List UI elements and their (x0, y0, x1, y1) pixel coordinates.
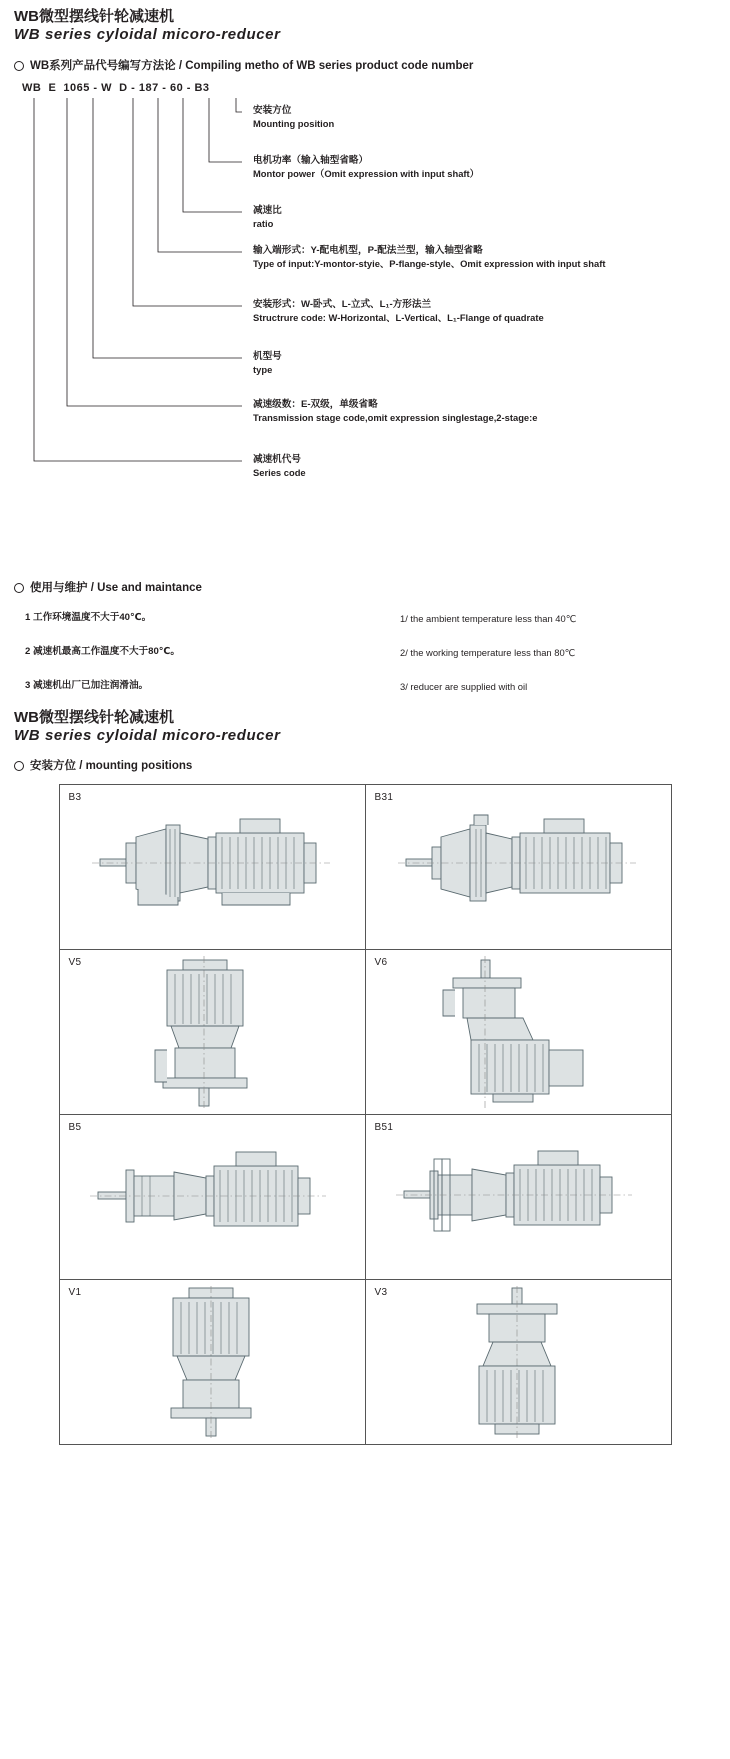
page-title-en: WB series cyloidal micoro-reducer (14, 26, 281, 43)
section-heading-code-number (14, 59, 473, 73)
gearbox-v5-icon (60, 950, 365, 1114)
gearbox-b51-icon (366, 1115, 671, 1279)
page-title-secondary (14, 709, 281, 745)
legend-type: 机型号 type (253, 351, 282, 375)
table-row (59, 1115, 671, 1280)
legend-stage-code: 减速级数：E-双级，单级省略 Transmission stage code,omit expression singlestage,2-stage:e (253, 399, 538, 423)
cell-label: B31 (374, 792, 394, 803)
table-row (59, 785, 671, 950)
gearbox-b5-icon (60, 1115, 365, 1279)
section-heading-code-number-label: WB系列产品代号编写方法论 / Compiling metho of WB series product code number (30, 60, 474, 72)
maint-item-cn-1: 1 工作环境温度不大于40℃。 (25, 612, 152, 623)
mounting-positions-table (59, 784, 672, 1445)
gearbox-v6-icon (366, 950, 671, 1114)
cell-label: V1 (68, 1287, 82, 1298)
maint-item-en-1: 1/ the ambient temperature less than 40℃ (400, 613, 577, 624)
section-heading-maintenance-label: 使用与维护 / Use and maintance (30, 582, 202, 594)
cell-label: B5 (68, 1122, 82, 1133)
section-heading-mounting-positions (14, 759, 192, 773)
maint-item-cn-2: 2 减速机最高工作温度不大于80℃。 (25, 646, 181, 657)
mounting-cell-v6 (365, 950, 671, 1115)
maint-item-cn-3: 3 减速机出厂已加注润滑油。 (25, 680, 149, 691)
bullet-icon (14, 761, 24, 771)
cell-label: B51 (374, 1122, 394, 1133)
maint-item-en-3: 3/ reducer are supplied with oil (400, 681, 528, 692)
mounting-positions-table-wrap (0, 784, 730, 1445)
table-row (59, 950, 671, 1115)
bullet-icon (14, 61, 24, 71)
mounting-cell-v5 (59, 950, 365, 1115)
legend-input-type: 输入端形式：Y-配电机型，P-配法兰型，输入轴型省略 Type of input:Y-montor-styie、P-flange-style、Omit expression with input shaft (253, 245, 606, 269)
cell-label: V5 (68, 957, 82, 968)
cell-label: V6 (374, 957, 388, 968)
cell-label: B3 (68, 792, 82, 803)
page-title-cn: WB微型摆线针轮减速机 (14, 8, 174, 25)
page-title-secondary-en: WB series cyloidal micoro-reducer (14, 727, 281, 744)
legend-structure-code: 安装形式：W-卧式、L-立式、L₁-方形法兰 Structrure code: W-Horizontal、L-Vertical、L₁-Flange of quadrate (253, 299, 544, 323)
section-heading-mounting-positions-label: 安装方位 / mounting positions (30, 760, 193, 772)
table-row (59, 1280, 671, 1445)
legend-mounting-position: 安装方位 Mounting position (253, 105, 335, 129)
mounting-cell-v3 (365, 1280, 671, 1445)
page-title-secondary-cn: WB微型摆线针轮减速机 (14, 709, 174, 726)
mounting-cell-b3 (59, 785, 365, 950)
gearbox-v3-icon (366, 1280, 671, 1444)
mounting-cell-b51 (365, 1115, 671, 1280)
page-title (14, 8, 281, 44)
cell-label: V3 (374, 1287, 388, 1298)
gearbox-v1-icon (60, 1280, 365, 1444)
product-code-string: WB E 1065 - W D - 187 - 60 - B3 (22, 82, 210, 94)
legend-ratio: 减速比 ratio (253, 205, 282, 229)
gearbox-b31-icon (366, 785, 671, 949)
legend-series-code: 减速机代号 Series code (253, 454, 306, 478)
mounting-cell-b5 (59, 1115, 365, 1280)
gearbox-b3-icon (60, 785, 365, 949)
mounting-cell-b31 (365, 785, 671, 950)
maint-item-en-2: 2/ the working temperature less than 80℃ (400, 647, 576, 658)
mounting-cell-v1 (59, 1280, 365, 1445)
legend-motor-power: 电机功率（输入轴型省略） Montor power（Omit expression with input shaft） (253, 155, 480, 179)
section-heading-maintenance (14, 581, 202, 595)
bullet-icon (14, 583, 24, 593)
